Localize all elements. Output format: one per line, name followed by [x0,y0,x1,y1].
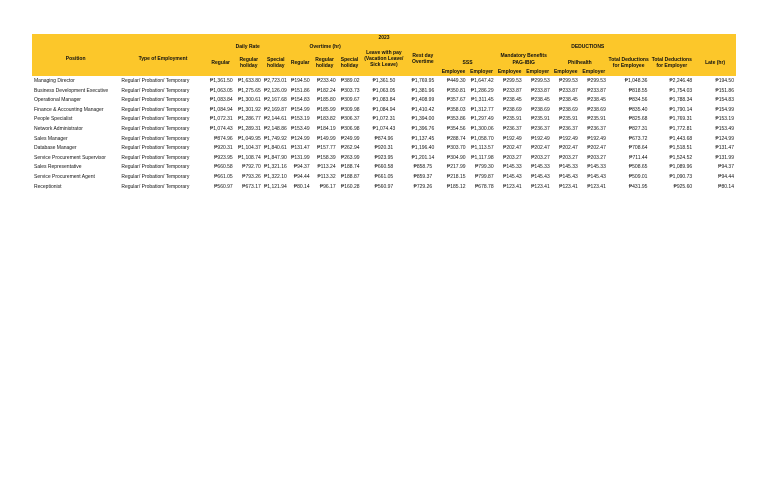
daily-regular-cell: ₱1,072.31 [209,116,233,123]
ot-special-holiday-cell: ₱309.98 [340,106,360,113]
daily-regular-holiday-cell: ₱792.70 [242,164,261,171]
position-cell: Service Procurement Agent [34,173,95,180]
table-row [32,96,736,106]
leave-with-pay-cell: ₱1,063.05 [372,87,396,94]
ot-regular-holiday-cell: ₱183.82 [316,116,336,123]
ot-regular-holiday-cell: ₱185.99 [316,106,336,113]
pagibig-employer-cell: ₱203.27 [531,154,550,161]
ot-special-holiday-cell: ₱303.73 [340,87,360,94]
sss-employee-cell: ₱358.03 [446,106,466,113]
rest-day-overtime-cell: ₱1,769.95 [411,78,435,84]
pagibig-employee-cell: ₱235.91 [503,116,522,123]
ot-special-holiday-cell: ₱263.99 [340,154,360,161]
sss-employee-cell: ₱449.30 [446,78,466,84]
total-ded-employer-cell: ₱1,443.68 [669,135,693,142]
philhealth-employee-cell: ₱235.91 [559,116,578,123]
total-ded-employer-cell: ₱1,788.34 [669,97,693,104]
total-ded-employee-cell: ₱834.56 [628,97,648,104]
ot-special-holiday-cell: ₱160.28 [340,183,360,190]
rest-day-overtime-cell: ₱729.26 [413,183,433,190]
table-row [32,154,736,164]
rest-day-overtime-cell: ₱1,381.96 [411,87,435,94]
sss-employee-cell: ₱288.74 [446,135,466,142]
rest-day-overtime-cell: ₱1,196.40 [411,145,435,152]
overtime-header: Overtime (hr) [289,41,362,50]
payroll-table [32,34,736,192]
pagibig-employee-cell: ₱192.49 [503,135,522,142]
pagibig-employee-cell: ₱233.87 [503,87,522,94]
sss-employer-cell: ₱1,058.70 [470,135,494,142]
late-cell: ₱124.99 [715,135,734,142]
philhealth-employee-cell: ₱238.45 [559,97,578,104]
philhealth-employer-cell: ₱235.91 [587,116,606,123]
type-cell: Regular/ Probation/ Temporary [121,154,190,161]
ot-special-holiday-cell: ₱262.94 [340,145,360,152]
pagibig-employer-cell: ₱145.43 [531,173,550,180]
philhealth-employer-cell: ₱238.69 [587,106,606,113]
pagibig-employer-cell: ₱145.33 [531,164,550,171]
type-cell: Regular/ Probation/ Temporary [121,97,190,104]
rest-day-overtime-cell: ₱1,410.42 [411,106,435,113]
daily-regular-cell: ₱920.31 [214,145,233,152]
rest-day-overtime-cell: ₱1,201.14 [411,154,435,161]
philhealth-employer-cell: ₱233.87 [587,87,606,94]
daily-special-holiday-cell: ₱1,321.16 [263,164,287,171]
pagibig-employee-cell: ₱145.33 [503,164,522,171]
philhealth-employer-cell: ₱192.49 [587,135,606,142]
deductions-header: DEDUCTIONS [439,41,736,50]
pagibig-employee-cell: ₱299.53 [503,78,522,84]
sss-employer-cell: ₱799.30 [474,164,494,171]
daily-regular-cell: ₱874.96 [214,135,233,142]
late-header: Late (hr) [694,50,736,76]
daily-regular-holiday-cell: ₱1,301.92 [237,106,261,113]
sss-employer-cell: ₱1,297.49 [470,116,494,123]
total-deductions-employee-header: Total Deductions for Employee [608,50,650,76]
table-body [32,76,736,192]
sss-employer-cell: ₱678.78 [474,183,494,190]
ot-regular-holiday-cell: ₱182.24 [316,87,336,94]
late-cell: ₱80.14 [718,183,734,190]
philhealth-employer-header: Employer [580,67,608,76]
rest-day-overtime-header: Rest day Overtime [406,41,439,76]
position-cell: Service Procurement Supervisor [34,154,106,161]
position-cell: People Specialist [34,116,73,123]
philhealth-employee-cell: ₱299.53 [559,78,578,84]
type-cell: Regular/ Probation/ Temporary [121,173,190,180]
daily-regular-holiday-cell: ₱793.26 [242,173,261,180]
year-header: 2023 [32,34,736,41]
daily-regular-cell: ₱1,083.84 [209,97,233,104]
position-cell: Database Manager [34,145,77,152]
pagibig-employee-cell: ₱202.47 [503,145,522,152]
total-deductions-employer-header: Total Deductions for Employer [649,50,694,76]
ot-regular-cell: ₱154.83 [290,97,310,104]
table-row [32,163,736,173]
overtime-special-holiday-header: Special holiday [338,50,362,76]
daily-special-holiday-cell: ₱2,169.87 [263,106,287,113]
pagibig-header: PAG-IBIG [496,59,552,67]
daily-special-holiday-cell: ₱1,840.61 [263,145,287,152]
type-cell: Regular/ Probation/ Temporary [121,125,190,132]
total-ded-employee-cell: ₱711.44 [629,154,648,161]
daily-regular-cell: ₱661.05 [214,173,233,180]
late-cell: ₱154.99 [715,106,734,113]
pagibig-employee-cell: ₱238.69 [503,106,522,113]
position-cell: Business Development Executive [34,87,109,94]
total-ded-employee-cell: ₱708.64 [628,145,648,152]
ot-special-holiday-cell: ₱389.02 [340,78,360,84]
ot-regular-holiday-cell: ₱157.77 [316,145,336,152]
daily-special-holiday-cell: ₱1,749.92 [263,135,287,142]
daily-regular-cell: ₱1,063.05 [209,87,233,94]
daily-special-holiday-cell: ₱2,126.09 [263,87,287,94]
philhealth-employer-cell: ₱145.33 [587,164,606,171]
pagibig-employee-cell: ₱238.45 [503,97,522,104]
late-cell: ₱153.19 [715,116,734,123]
type-cell: Regular/ Probation/ Temporary [121,183,190,190]
rest-day-overtime-cell: ₱1,137.45 [411,135,435,142]
type-of-employment-header: Type of Employment [119,41,206,76]
philhealth-employee-cell: ₱238.69 [559,106,578,113]
ot-regular-cell: ₱131.47 [290,145,310,152]
sss-employer-header: Employer [468,67,496,76]
sss-employee-cell: ₱350.81 [446,87,466,94]
late-cell: ₱153.49 [715,125,734,132]
philhealth-employee-cell: ₱236.37 [559,125,578,132]
daily-special-holiday-cell: ₱2,148.86 [263,125,287,132]
pagibig-employer-cell: ₱299.53 [531,78,550,84]
leave-with-pay-cell: ₱923.95 [374,154,394,161]
ot-regular-cell: ₱154.99 [290,106,310,113]
pagibig-employer-cell: ₱233.87 [531,87,550,94]
ot-regular-holiday-cell: ₱149.99 [316,135,336,142]
type-cell: Regular/ Probation/ Temporary [121,106,190,113]
philhealth-employee-cell: ₱233.87 [559,87,578,94]
pagibig-employer-cell: ₱192.49 [531,135,550,142]
ot-regular-holiday-cell: ₱96.17 [319,183,336,190]
philhealth-employee-cell: ₱202.47 [559,145,578,152]
rest-day-overtime-cell: ₱1,394.00 [411,116,435,123]
total-ded-employer-cell: ₱1,769.31 [669,116,693,123]
rest-day-overtime-cell: ₱1,396.76 [411,125,435,132]
rest-day-overtime-cell: ₱859.37 [413,173,433,180]
total-ded-employee-cell: ₱827.31 [628,125,648,132]
ot-regular-cell: ₱80.14 [293,183,310,190]
table-row [32,76,736,87]
table-row [32,125,736,135]
position-cell: Sales Manager [34,135,68,142]
ot-regular-cell: ₱124.99 [290,135,310,142]
sss-employer-cell: ₱1,286.29 [470,87,494,94]
ot-special-holiday-cell: ₱309.67 [340,97,360,104]
philhealth-employer-cell: ₱123.41 [587,183,606,190]
late-cell: ₱151.86 [715,87,734,94]
overtime-regular-header: Regular [289,50,312,76]
total-ded-employer-cell: ₱1,524.52 [669,154,693,161]
ot-special-holiday-cell: ₱306.37 [340,116,360,123]
daily-special-holiday-cell: ₱2,144.61 [263,116,287,123]
leave-with-pay-cell: ₱560.97 [374,183,394,190]
pagibig-employer-cell: ₱123.41 [531,183,550,190]
sss-employee-cell: ₱357.67 [446,97,466,104]
pagibig-employer-cell: ₱238.69 [531,106,550,113]
leave-with-pay-cell: ₱874.96 [374,135,394,142]
overtime-regular-holiday-header: Regular holiday [312,50,338,76]
total-ded-employee-cell: ₱509.01 [628,173,648,180]
ot-regular-cell: ₱94.37 [293,164,310,171]
type-cell: Regular/ Probation/ Temporary [121,78,190,84]
daily-rate-special-holiday-header: Special holiday [263,50,289,76]
sss-employer-cell: ₱1,647.42 [470,78,494,84]
pagibig-employee-cell: ₱123.41 [503,183,522,190]
daily-rate-regular-header: Regular [207,50,235,76]
sss-employer-cell: ₱1,117.98 [471,154,494,161]
late-cell: ₱131.47 [715,145,734,152]
sss-employer-cell: ₱1,113.57 [471,145,494,152]
daily-regular-holiday-cell: ₱1,275.65 [237,87,261,94]
leave-with-pay-cell: ₱660.58 [374,164,394,171]
ot-special-holiday-cell: ₱306.98 [340,125,360,132]
position-cell: Sales Representative [34,164,82,171]
pagibig-employee-header: Employee [496,67,524,76]
daily-regular-cell: ₱1,074.43 [209,125,233,132]
daily-special-holiday-cell: ₱2,723.01 [263,78,287,84]
late-cell: ₱194.50 [715,78,734,84]
sss-employer-cell: ₱1,312.77 [470,106,494,113]
type-cell: Regular/ Probation/ Temporary [121,145,190,152]
sss-employee-cell: ₱304.90 [446,154,466,161]
daily-regular-holiday-cell: ₱673.17 [242,183,261,190]
ot-regular-cell: ₱153.19 [290,116,310,123]
late-cell: ₱94.44 [718,173,734,180]
ot-regular-cell: ₱131.99 [290,154,310,161]
sss-employee-header: Employee [439,67,467,76]
daily-regular-holiday-cell: ₱1,286.77 [237,116,261,123]
leave-with-pay-cell: ₱661.05 [374,173,394,180]
total-ded-employer-cell: ₱1,089.96 [669,164,693,171]
position-cell: Finance & Accounting Manager [34,106,104,113]
leave-with-pay-cell: ₱1,084.94 [372,106,396,113]
position-header: Position [32,41,119,76]
daily-special-holiday-cell: ₱1,847.90 [263,154,287,161]
position-cell: Managing Director [34,78,75,84]
ot-regular-holiday-cell: ₱113.32 [317,173,336,180]
position-cell: Receptionist [34,183,62,190]
sss-employee-cell: ₱303.70 [446,145,466,152]
pagibig-employee-cell: ₱145.43 [503,173,522,180]
philhealth-employer-cell: ₱145.43 [587,173,606,180]
ot-regular-holiday-cell: ₱233.40 [316,78,336,84]
ot-special-holiday-cell: ₱188.74 [340,164,360,171]
total-ded-employer-cell: ₱1,790.14 [669,106,693,113]
ot-regular-cell: ₱194.50 [290,78,310,84]
ot-regular-holiday-cell: ₱184.19 [316,125,336,132]
total-ded-employer-cell: ₱1,772.81 [669,125,693,132]
sss-employer-cell: ₱1,311.45 [471,97,494,104]
pagibig-employer-cell: ₱202.47 [531,145,550,152]
leave-with-pay-cell: ₱1,072.31 [372,116,396,123]
total-ded-employee-cell: ₱818.55 [628,87,648,94]
pagibig-employer-cell: ₱238.45 [531,97,550,104]
philhealth-employee-header: Employee [552,67,580,76]
philhealth-employee-cell: ₱145.43 [559,173,578,180]
type-cell: Regular/ Probation/ Temporary [121,135,190,142]
sss-employee-cell: ₱218.15 [446,173,466,180]
sss-employee-cell: ₱354.56 [446,125,466,132]
daily-regular-holiday-cell: ₱1,049.95 [237,135,261,142]
leave-with-pay-cell: ₱1,083.84 [372,97,396,104]
type-cell: Regular/ Probation/ Temporary [121,116,190,123]
total-ded-employee-cell: ₱825.68 [628,116,648,123]
ot-regular-cell: ₱153.49 [290,125,310,132]
total-ded-employer-cell: ₱1,518.51 [669,145,693,152]
table-row [32,115,736,125]
ot-regular-holiday-cell: ₱185.80 [316,97,336,104]
philhealth-employee-cell: ₱123.41 [559,183,578,190]
sss-header: SSS [439,59,495,67]
daily-regular-cell: ₱1,084.94 [209,106,233,113]
daily-regular-holiday-cell: ₱1,108.74 [237,154,261,161]
table-row [32,173,736,183]
philhealth-employer-cell: ₱236.37 [587,125,606,132]
philhealth-employer-cell: ₱238.45 [587,97,606,104]
total-ded-employee-cell: ₱835.40 [628,106,648,113]
ot-regular-holiday-cell: ₱158.39 [316,154,336,161]
philhealth-employee-cell: ₱192.49 [559,135,578,142]
daily-regular-holiday-cell: ₱1,104.37 [237,145,261,152]
philhealth-employer-cell: ₱299.53 [587,78,606,84]
leave-with-pay-cell: ₱1,361.50 [372,78,396,84]
total-ded-employer-cell: ₱2,246.48 [669,78,693,84]
pagibig-employer-cell: ₱236.37 [531,125,550,132]
daily-regular-cell: ₱560.97 [214,183,233,190]
daily-regular-holiday-cell: ₱1,289.31 [237,125,261,132]
sss-employer-cell: ₱1,300.06 [470,125,494,132]
daily-regular-cell: ₱660.58 [214,164,233,171]
philhealth-employee-cell: ₱145.33 [559,164,578,171]
total-ded-employee-cell: ₱673.72 [628,135,648,142]
type-cell: Regular/ Probation/ Temporary [121,164,190,171]
table-row [32,183,736,193]
table-row [32,135,736,145]
table-row [32,144,736,154]
total-ded-employer-cell: ₱925.60 [673,183,693,190]
total-ded-employee-cell: ₱431.95 [628,183,648,190]
sss-employee-cell: ₱217.99 [446,164,466,171]
sss-employee-cell: ₱185.12 [446,183,466,190]
late-cell: ₱94.37 [718,164,734,171]
rest-day-overtime-cell: ₱858.75 [413,164,433,171]
total-ded-employee-cell: ₱1,048.36 [624,78,648,84]
daily-special-holiday-cell: ₱2,167.68 [263,97,287,104]
daily-special-holiday-cell: ₱1,322.10 [263,173,287,180]
pagibig-employer-header: Employer [524,67,552,76]
daily-rate-regular-holiday-header: Regular holiday [235,50,263,76]
table-row [32,106,736,116]
ot-regular-holiday-cell: ₱113.24 [317,164,336,171]
late-cell: ₱154.83 [715,97,734,104]
philhealth-header: Philhealth [552,59,608,67]
table-row [32,87,736,97]
philhealth-employee-cell: ₱203.27 [559,154,578,161]
total-ded-employer-cell: ₱1,090.73 [669,173,693,180]
daily-regular-cell: ₱1,361.50 [209,78,233,84]
total-ded-employer-cell: ₱1,754.03 [669,87,693,94]
sss-employer-cell: ₱799.87 [474,173,494,180]
ot-special-holiday-cell: ₱249.99 [340,135,360,142]
rest-day-overtime-cell: ₱1,408.99 [411,97,435,104]
type-cell: Regular/ Probation/ Temporary [121,87,190,94]
position-cell: Network Administrator [34,125,83,132]
pagibig-employee-cell: ₱203.27 [503,154,522,161]
sss-employee-cell: ₱353.86 [446,116,466,123]
table-header [32,34,736,76]
philhealth-employer-cell: ₱202.47 [587,145,606,152]
total-ded-employee-cell: ₱508.65 [628,164,648,171]
daily-regular-cell: ₱923.95 [214,154,233,161]
daily-rate-header: Daily Rate [207,41,289,50]
daily-regular-holiday-cell: ₱1,300.61 [237,97,261,104]
daily-regular-holiday-cell: ₱1,633.80 [237,78,261,84]
pagibig-employee-cell: ₱236.37 [503,125,522,132]
leave-with-pay-cell: ₱920.31 [374,145,394,152]
leave-with-pay-header: Leave with pay (Vacation Leave/ Sick Leave) [362,41,407,76]
ot-regular-cell: ₱94.44 [293,173,310,180]
mandatory-benefits-header: Mandatory Benefits [439,50,607,59]
pagibig-employer-cell: ₱235.91 [531,116,550,123]
position-cell: Operational Manager [34,97,81,104]
philhealth-employer-cell: ₱203.27 [587,154,606,161]
ot-regular-cell: ₱151.86 [290,87,310,94]
ot-special-holiday-cell: ₱188.87 [340,173,360,180]
leave-with-pay-cell: ₱1,074.43 [372,125,396,132]
daily-special-holiday-cell: ₱1,121.94 [263,183,287,190]
late-cell: ₱131.99 [715,154,734,161]
